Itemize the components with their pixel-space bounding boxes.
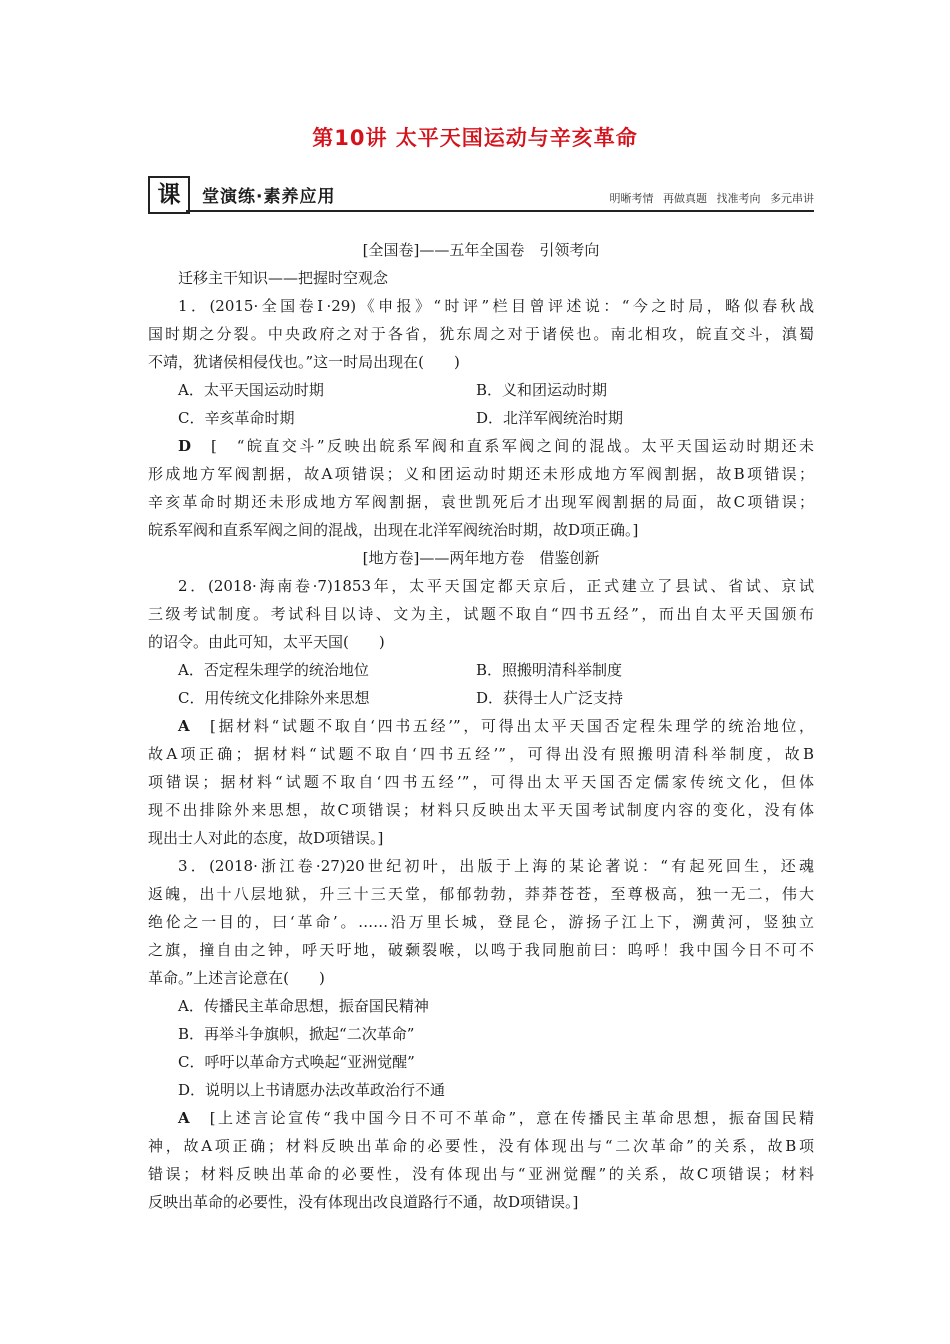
question-line: 1．(2015·全国卷Ⅰ·29)《申报》“时评”栏目曾评述说：“今之时局，略似春秋战 xyxy=(178,297,814,315)
option-d: D．说明以上书请愿办法改革政治行不通 xyxy=(178,1081,446,1099)
option-row xyxy=(148,404,814,432)
option-c: C．呼吁以革命方式唤起“亚洲觉醒” xyxy=(178,1053,415,1071)
question-line: 国时期之分裂。中央政府之对于各省，犹东周之对于诸侯也。南北相攻，皖直交斗，滇蜀 xyxy=(148,325,814,343)
explanation-line: 现出士人对此的态度，故D项错误。] xyxy=(148,829,384,847)
option-row xyxy=(148,656,814,684)
question-line: 2．(2018·海南卷·7)1853年，太平天国定都天京后，正式建立了县试、省试、京试 xyxy=(178,577,814,595)
question-3 xyxy=(148,852,814,1216)
page-title: 第10讲 太平天国运动与辛亥革命 xyxy=(312,126,638,150)
document-body xyxy=(148,236,814,1216)
question-line: 3．(2018·浙江卷·27)20世纪初叶，出版于上海的某论著说：“有起死回生，还魂 xyxy=(178,857,814,875)
explanation-text: [上述言论宣传“我中国今日不可不革命”，意在传播民主革命思想，振奋国民精 xyxy=(209,1109,814,1127)
option-b: B．再举斗争旗帜，掀起“二次革命” xyxy=(178,1025,415,1043)
question-line: 革命。”上述言论意在( ) xyxy=(148,969,325,987)
explanation-line: 神，故A项正确；材料反映出革命的必要性，没有体现出与“二次革命”的关系，故B项 xyxy=(148,1137,814,1155)
banner-underline xyxy=(186,210,814,212)
answer-letter: D xyxy=(178,437,192,455)
question-line: 绝伦之一目的，曰‘革命’。……沿万里长城，登昆仑，游扬子江上下，溯黄河，竖独立 xyxy=(148,913,814,931)
question-2 xyxy=(148,572,814,852)
option-b: B．义和团运动时期 xyxy=(476,381,608,399)
explanation-line: 错误；材料反映出革命的必要性，没有体现出与“亚洲觉醒”的关系，故C项错误；材料 xyxy=(148,1165,814,1183)
option-row xyxy=(148,376,814,404)
option-c: C．辛亥革命时期 xyxy=(178,409,295,427)
explanation-line: 辛亥革命时期还未形成地方军阀割据，袁世凯死后才出现军阀割据的局面，故C项错误； xyxy=(148,493,814,511)
question-line: 三级考试制度。考试科目以诗、文为主，试题不取自“四书五经”，而出自太平天国颁布 xyxy=(148,605,814,623)
banner-tags: 明晰考情 再做真题 找准考向 多元串讲 xyxy=(609,192,814,205)
section-banner xyxy=(148,176,814,216)
answer-line xyxy=(148,432,814,460)
question-line: 之旗，撞自由之钟，呼天吁地，破颡裂喉，以鸣于我同胞前曰：呜呼！我中国今日不可不 xyxy=(148,941,814,959)
explanation-line: 项错误；据材料“试题不取自‘四书五经’”，可得出太平天国否定儒家传统文化，但体 xyxy=(148,773,814,791)
explanation-line: 现不出排除外来思想，故C项错误；材料只反映出太平天国考试制度内容的变化，没有体 xyxy=(148,801,814,819)
explanation-text: [ “皖直交斗”反映出皖系军阀和直系军阀之间的混战。太平天国运动时期还未 xyxy=(210,437,814,455)
explanation-text: [据材料“试题不取自‘四书五经’”，可得出太平天国否定程朱理学的统治地位， xyxy=(209,717,814,735)
explanation-line: 反映出革命的必要性，没有体现出改良道路行不通，故D项错误。] xyxy=(148,1193,579,1211)
option-d: D．获得士人广泛支持 xyxy=(476,689,624,707)
explanation-line: 皖系军阀和直系军阀之间的混战，出现在北洋军阀统治时期，故D项正确。] xyxy=(148,521,639,539)
option-b: B．照搬明清科举制度 xyxy=(476,661,623,679)
question-1 xyxy=(148,292,814,544)
banner-text: 堂演练·素养应用 xyxy=(202,187,336,207)
option-d: D．北洋军阀统治时期 xyxy=(476,409,624,427)
option-a: A．否定程朱理学的统治地位 xyxy=(178,661,369,679)
option-a: A．太平天国运动时期 xyxy=(178,381,324,399)
answer-line xyxy=(148,712,814,740)
explanation-line: 故A项正确；据材料“试题不取自‘四书五经’”，可得出没有照搬明清科举制度，故B xyxy=(148,745,814,763)
answer-letter: A xyxy=(178,1109,190,1127)
answer-letter: A xyxy=(178,717,190,735)
option-c: C．用传统文化排除外来思想 xyxy=(178,689,370,707)
section-local: [地方卷]——两年地方卷 借鉴创新 xyxy=(362,549,600,567)
question-line: 返魄，出十八层地狱，升三十三天堂，郁郁勃勃，莽莽苍苍，至尊极高，独一无二，伟大 xyxy=(148,885,814,903)
option-row xyxy=(148,684,814,712)
option-a: A．传播民主革命思想，振奋国民精神 xyxy=(178,997,429,1015)
question-line: 不靖，犹诸侯相侵伐也。”这一时局出现在( ) xyxy=(148,353,460,371)
explanation-line: 形成地方军阀割据，故A项错误；义和团运动时期还未形成地方军阀割据，故B项错误； xyxy=(148,465,814,483)
section-national: [全国卷]——五年全国卷 引领考向 xyxy=(362,241,600,259)
section-knowledge: 迁移主干知识——把握时空观念 xyxy=(178,269,389,287)
question-line: 的诏令。由此可知，太平天国( ) xyxy=(148,633,385,651)
banner-box-char: 课 xyxy=(148,176,190,214)
answer-line xyxy=(148,1104,814,1132)
